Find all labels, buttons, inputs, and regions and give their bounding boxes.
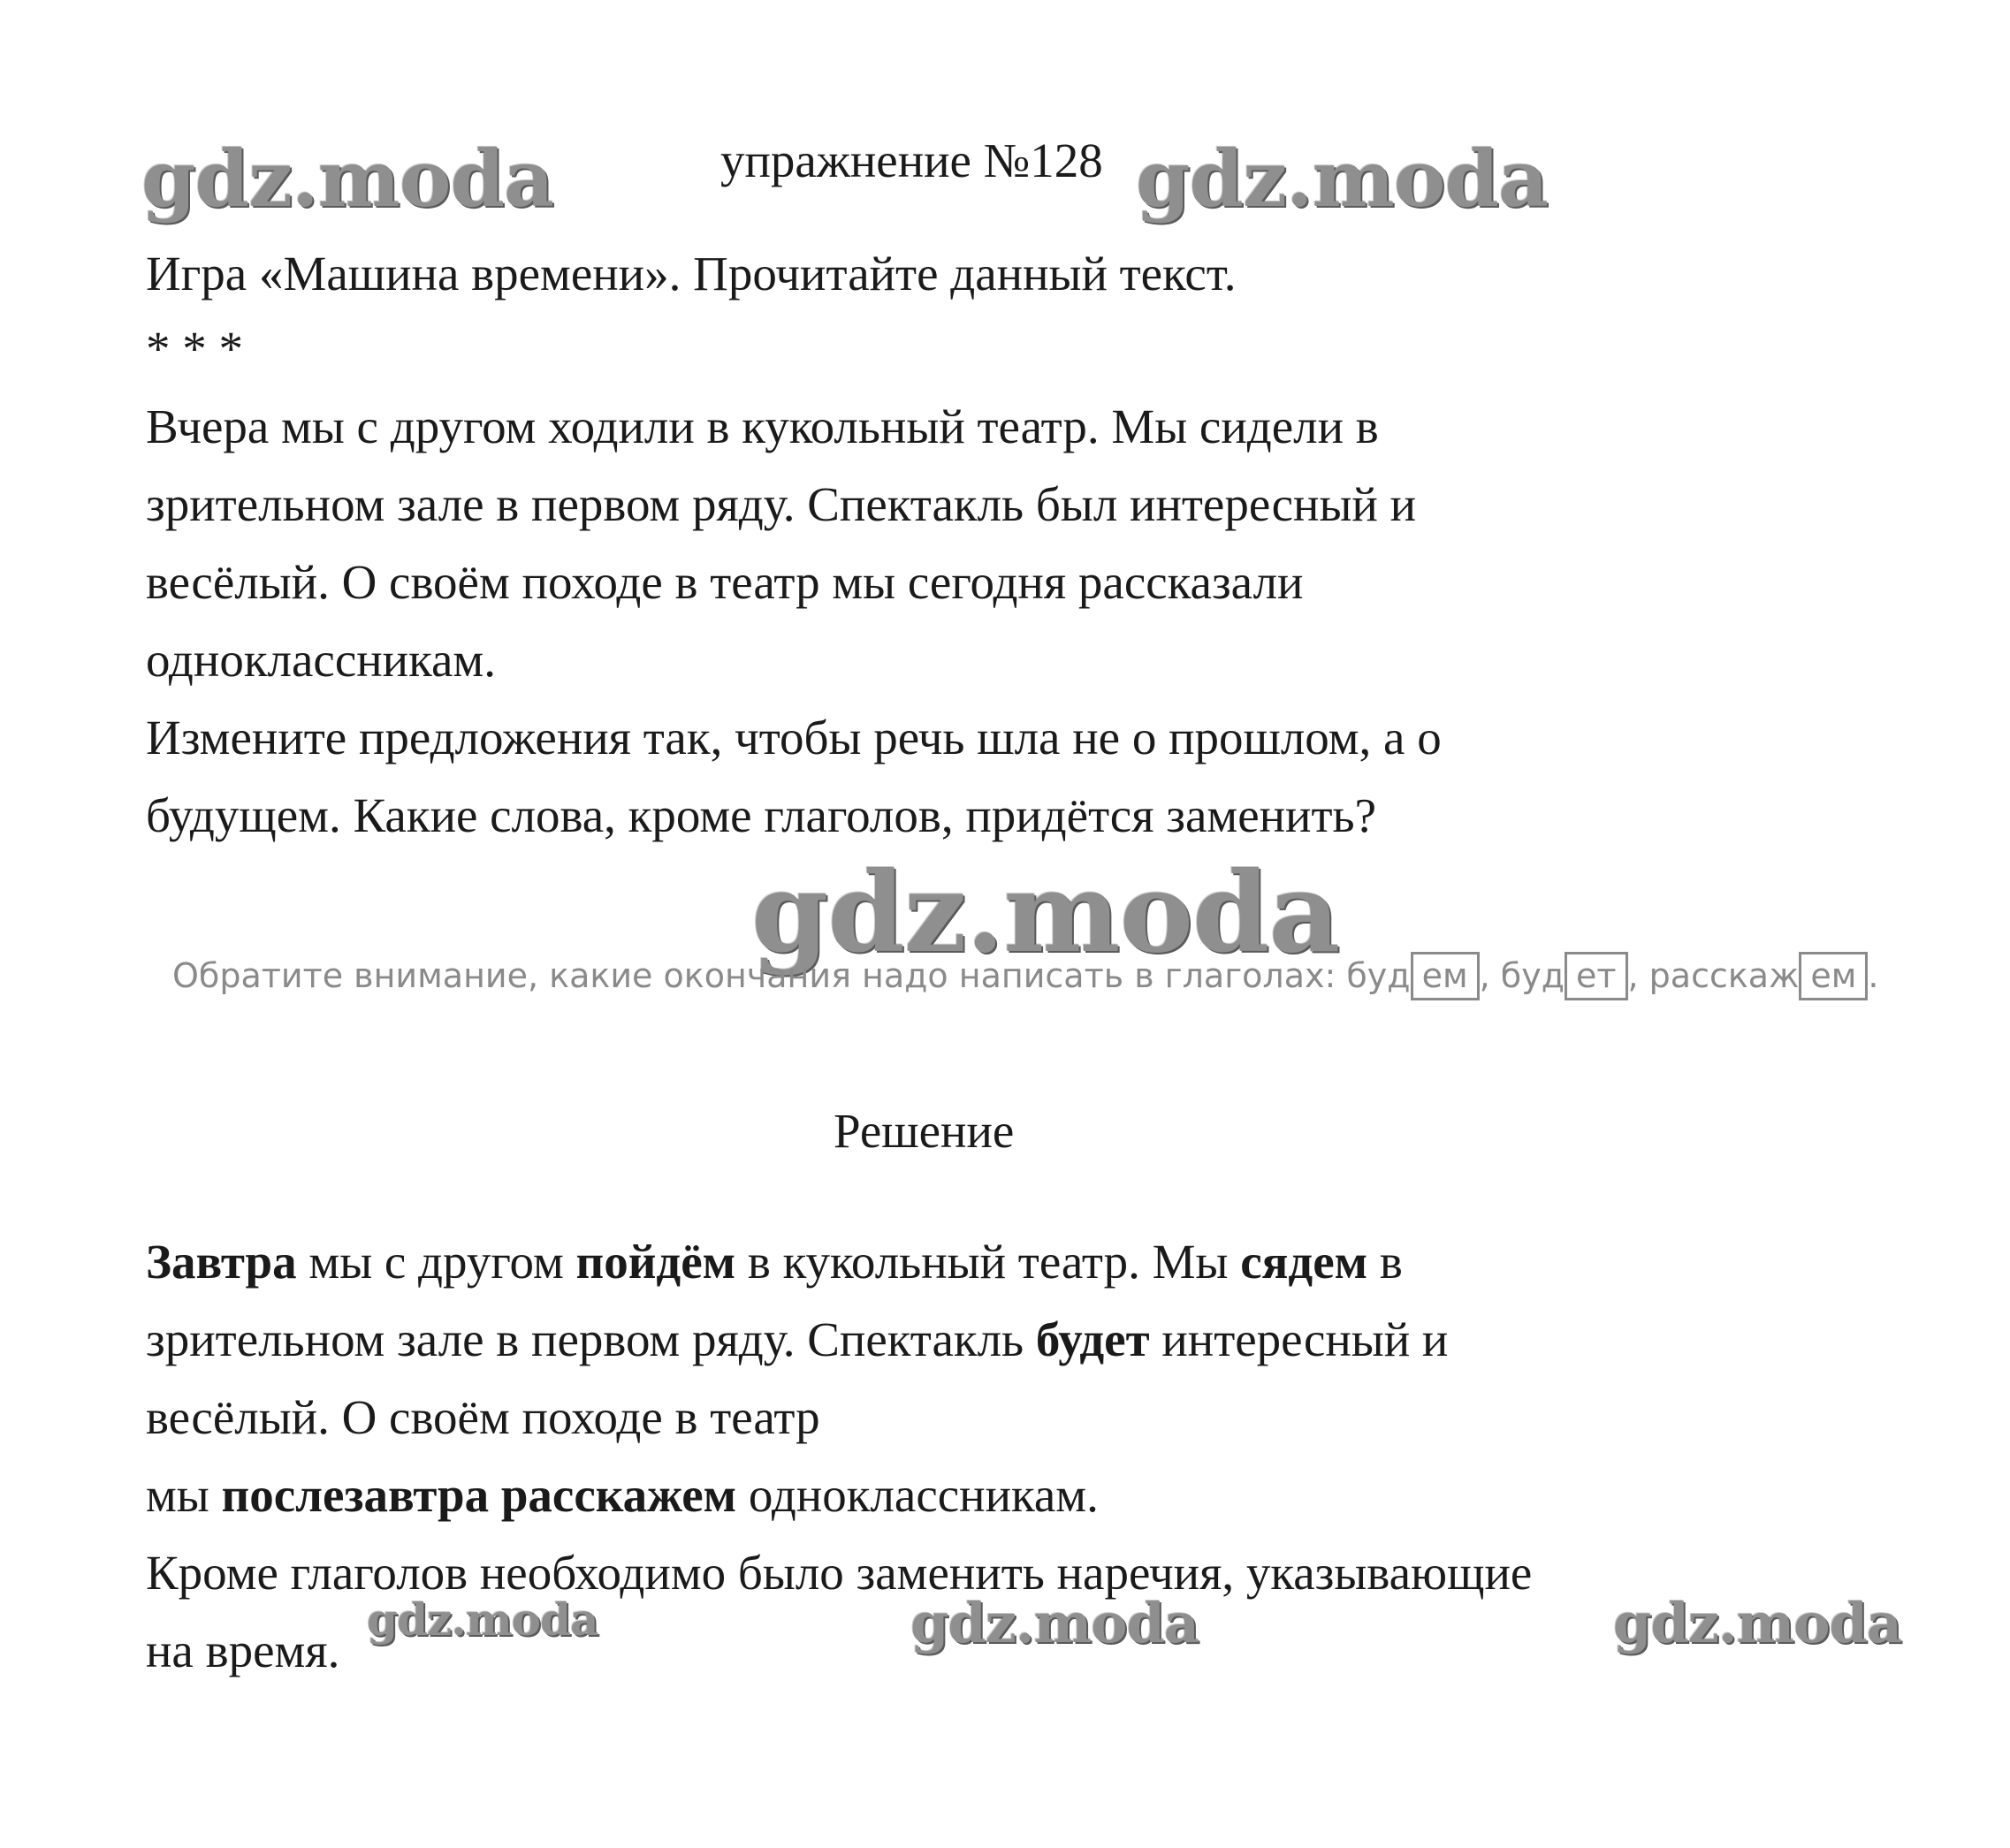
plain-text: интересный и <box>1149 1312 1449 1366</box>
bold-word: пойдём <box>575 1235 736 1289</box>
hint-separator: , буд <box>1479 956 1565 995</box>
plain-text: мы <box>146 1468 222 1522</box>
bold-word: послезавтра расскажем <box>221 1468 737 1522</box>
solution-line: весёлый. О своём походе в театр <box>146 1390 820 1444</box>
task-text-line: Вчера мы с другом ходили в кукольный театр. Мы сидели в <box>146 399 1379 453</box>
hint-prefix: Обратите внимание, какие окончания надо написать в глаголах: буд <box>172 956 1411 995</box>
solution-line: Кроме глаголов необходимо было заменить наречия, указывающие <box>146 1546 1533 1600</box>
watermark-logo: gdz.moda <box>1136 133 1549 224</box>
watermark-logo: gdz.moda <box>1613 1591 1901 1655</box>
plain-text: в кукольный театр. Мы <box>735 1235 1241 1289</box>
task-question-line: Измените предложения так, чтобы речь шла не о прошлом, а о <box>146 711 1442 764</box>
bold-word: Завтра <box>146 1235 297 1289</box>
task-text-line: одноклассникам. <box>146 633 496 687</box>
solution-line <box>146 1468 1099 1522</box>
watermark-logo: gdz.moda <box>910 1591 1199 1655</box>
watermark-logo: gdz.moda <box>141 133 554 224</box>
exercise-title: упражнение №128 <box>720 133 1103 187</box>
solution-line <box>146 1235 1403 1289</box>
watermark-logo: gdz.moda <box>751 848 1340 977</box>
solution-heading: Решение <box>834 1104 1015 1158</box>
hint-suffix: . <box>1868 956 1879 995</box>
task-text-line: зрительном зале в первом ряду. Спектакль был интересный и <box>146 477 1417 531</box>
hint-separator: , расскаж <box>1627 956 1800 995</box>
hint-ending-box: ем <box>1799 952 1868 1000</box>
bold-word: будет <box>1035 1312 1150 1366</box>
plain-text: в <box>1367 1235 1403 1289</box>
hint-ending-box: ем <box>1411 952 1480 1000</box>
plain-text: зрительном зале в первом ряду. Спектакль <box>146 1312 1036 1366</box>
plain-text: мы с другом <box>296 1235 576 1289</box>
task-text-line: весёлый. О своём походе в театр мы сегодня рассказали <box>146 555 1304 609</box>
bold-word: сядем <box>1240 1235 1368 1289</box>
hint-text <box>172 952 1878 1000</box>
task-intro: Игра «Машина времени». Прочитайте данный текст. <box>146 247 1237 300</box>
plain-text: одноклассникам. <box>736 1468 1099 1522</box>
watermark-logo: gdz.moda <box>367 1593 598 1646</box>
solution-line: на время. <box>146 1624 340 1677</box>
text-separator: * * * <box>146 322 243 376</box>
hint-ending-box: ет <box>1565 952 1628 1000</box>
solution-line <box>146 1312 1449 1366</box>
task-question-line: будущем. Какие слова, кроме глаголов, придётся заменить? <box>146 788 1376 842</box>
